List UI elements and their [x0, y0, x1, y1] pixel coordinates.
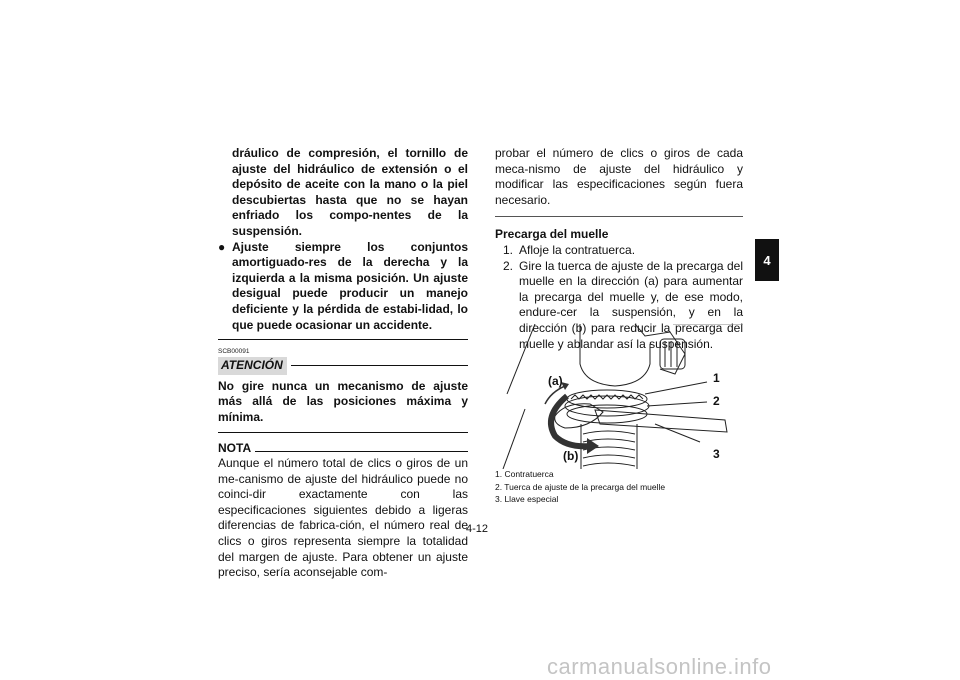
caption-item: 3. Llave especial — [495, 494, 559, 504]
bullet-text: Ajuste siempre los conjuntos amortiguado-res de la derecha y la izquierda a la misma posición. Un ajuste desigual puede producir un manejo deficiente y la pérdida de estabi-lidad, lo que puede ocasionar un accidente. — [232, 239, 468, 332]
direction-b-label: (b) — [563, 449, 579, 463]
divider — [495, 216, 743, 217]
watermark: carmanualsonline.info — [547, 654, 772, 679]
direction-a-label: (a) — [548, 374, 563, 388]
warning-continuation: dráulico de compresión, el tornillo de ajuste del hidráulico de extensión o el depósito de aceite con la mano o la piel descubiertas hasta que no se hayan enfriado los compo-nentes de la suspensión. — [232, 146, 468, 238]
warning-code: SCB00091 — [218, 348, 250, 356]
page-number: 4-12 — [466, 523, 489, 535]
spring-preload-illustration — [495, 324, 743, 469]
callout-2: 2 — [713, 394, 720, 408]
figure-captions — [495, 468, 743, 506]
bullet-icon: ● — [218, 239, 226, 254]
chapter-tab: 4 — [755, 239, 779, 281]
divider — [218, 432, 468, 433]
divider — [218, 339, 468, 340]
nota-rule — [255, 451, 468, 452]
atencion-label: ATENCIÓN — [218, 357, 287, 375]
callout-3: 3 — [713, 447, 720, 461]
step-number: 2. — [503, 258, 514, 273]
step-number: 1. — [503, 242, 514, 257]
step-item — [495, 243, 743, 259]
nota-text: Aunque el número total de clics o giros de un me-canismo de ajuste del hidráulico puede no coinci-dir exactamente con las especificaciones siguientes debido a ligeras diferencias de fabrica-ción, el número real de clics o giros representa siempre la totalidad del margen de ajuste. Para obtener un ajuste preciso, sería aconsejable com- — [218, 456, 468, 580]
nota-label: NOTA — [218, 440, 252, 455]
atencion-header — [218, 357, 468, 375]
caption-item: 1. Contratuerca — [495, 469, 554, 479]
callout-1: 1 — [713, 371, 720, 385]
nota-header — [218, 441, 468, 457]
caption-item: 2. Tuerca de ajuste de la precarga del muelle — [495, 481, 666, 492]
right-column — [495, 146, 743, 352]
atencion-text: No gire nunca un mecanismo de ajuste más allá de las posiciones máxima y mínima. — [218, 378, 468, 424]
nota-continuation: probar el número de clics o giros de cada meca-nismo de ajuste del hidráulico y modificar las especificaciones según fuera necesario. — [495, 146, 743, 207]
step-text: Afloje la contratuerca. — [519, 242, 636, 257]
atencion-rule — [291, 365, 468, 366]
warning-bullet — [218, 240, 468, 334]
left-column — [218, 146, 468, 581]
section-title: Precarga del muelle — [495, 227, 609, 242]
step-text: Gire la tuerca de ajuste de la precarga del muelle en la dirección (a) para aumentar la precarga del muelle y, de ese modo, endure-cer la suspensión, y en la dirección (b) para reducir la precarga del muelle y ablandar así la suspensión. — [519, 258, 743, 351]
